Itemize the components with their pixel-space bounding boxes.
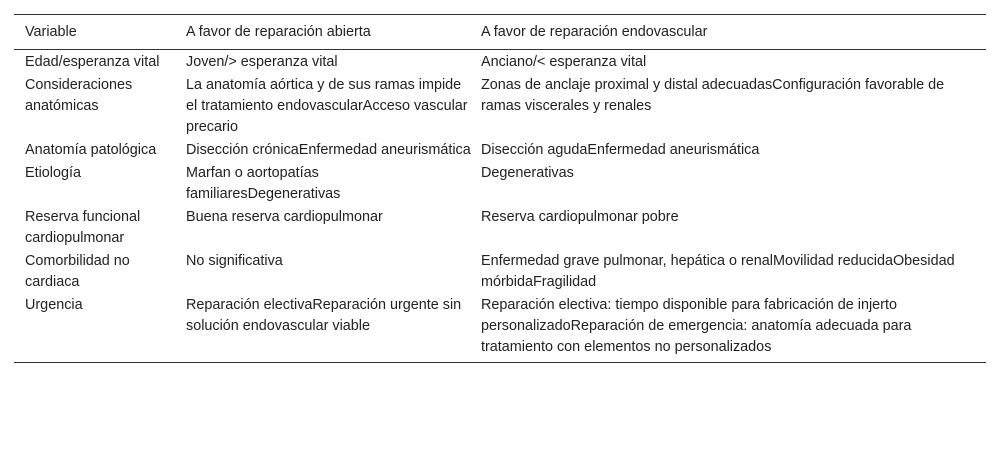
table-row [14, 74, 986, 139]
cell-open-repair: No significativa [186, 253, 283, 269]
table-header [14, 15, 986, 50]
cell-endovascular-repair: Reserva cardiopulmonar pobre [481, 209, 679, 225]
cell-variable: Consideraciones anatómicas [25, 77, 133, 114]
cell-open-repair: Marfan o aortopatías familiaresDegenerativas [186, 165, 341, 202]
cell-variable: Reserva funcional cardiopulmonar [25, 209, 141, 246]
header-endovascular-repair: A favor de reparación endovascular [481, 24, 708, 40]
cell-open-repair: Joven/> esperanza vital [186, 54, 338, 70]
cell-endovascular-repair: Zonas de anclaje proximal y distal adecuadasConfiguración favorable de ramas viscerales y renales [481, 77, 945, 114]
cell-endovascular-repair: Anciano/< esperanza vital [481, 54, 647, 70]
cell-endovascular-repair: Enfermedad grave pulmonar, hepática o renalMovilidad reducidaObesidad mórbidaFragilidad [481, 253, 955, 290]
cell-open-repair: Buena reserva cardiopulmonar [186, 209, 383, 225]
cell-endovascular-repair: Disección agudaEnfermedad aneurismática [481, 142, 760, 158]
table-row [14, 206, 986, 250]
cell-variable: Urgencia [25, 297, 83, 313]
comparison-table [14, 14, 986, 363]
cell-endovascular-repair: Degenerativas [481, 165, 574, 181]
cell-variable: Anatomía patológica [25, 142, 157, 158]
header-row [14, 15, 986, 50]
table-row [14, 50, 986, 75]
cell-variable: Comorbilidad no cardiaca [25, 253, 130, 290]
table-row [14, 294, 986, 363]
table-body [14, 50, 986, 363]
cell-variable: Edad/esperanza vital [25, 54, 160, 70]
cell-variable: Etiología [25, 165, 82, 181]
cell-open-repair: La anatomía aórtica y de sus ramas impide el tratamiento endovascularAcceso vascular precario [186, 77, 468, 135]
table-row [14, 139, 986, 162]
cell-open-repair: Disección crónicaEnfermedad aneurismática [186, 142, 471, 158]
cell-open-repair: Reparación electivaReparación urgente sin solución endovascular viable [186, 297, 462, 334]
header-variable: Variable [25, 24, 77, 40]
cell-endovascular-repair: Reparación electiva: tiempo disponible para fabricación de injerto personalizadoReparación de emergencia: anatomía adecuada para tratamiento con elementos no personalizados [481, 297, 912, 355]
header-open-repair: A favor de reparación abierta [186, 24, 371, 40]
comparison-table-container [14, 14, 986, 363]
table-row [14, 162, 986, 206]
table-row [14, 250, 986, 294]
